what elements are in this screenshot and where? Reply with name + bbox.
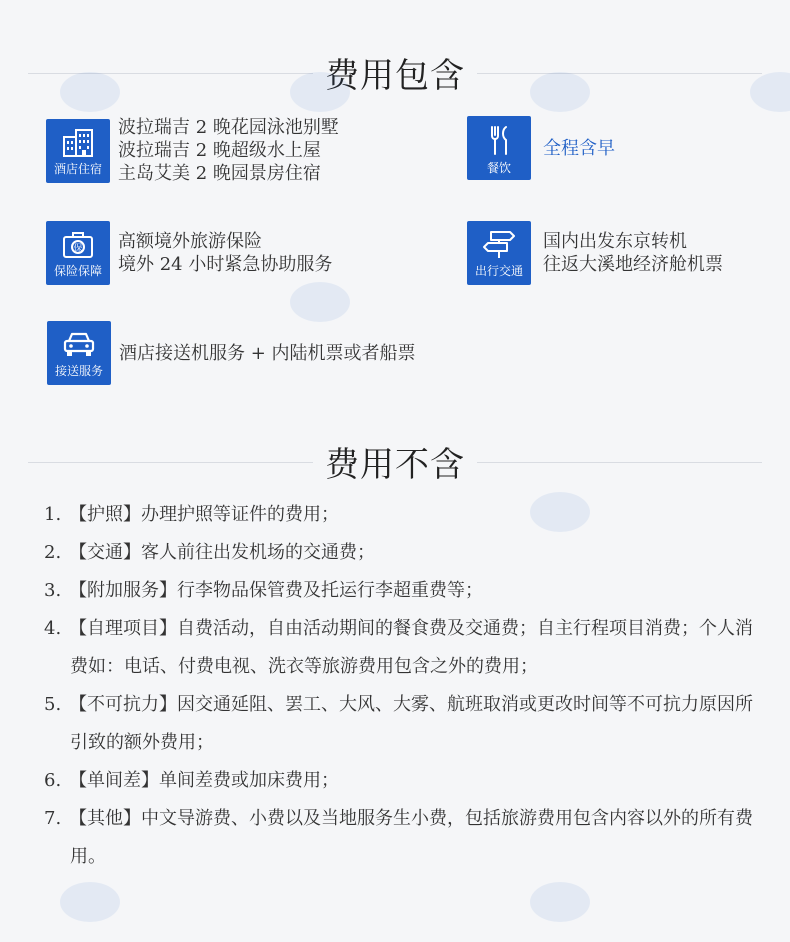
transfer-badge [47,321,111,385]
item-text: 【护照】办理护照等证件的费用； [69,504,339,525]
item-number: 7. [44,808,62,829]
included-item-transport [467,221,723,285]
included-item-insurance [46,221,332,285]
detail-line: 主岛艾美 2 晚园景房住宿 [118,163,321,184]
included-item-transfer [47,321,416,385]
hotel-building-icon [61,127,95,157]
list-item [44,686,764,762]
item-number: 5. [44,694,62,715]
hotel-badge [46,119,110,183]
list-item [44,610,764,686]
item-number: 3. [44,580,62,601]
list-item [44,572,764,610]
fork-knife-icon [484,124,514,156]
detail-line: 国内出发东京转机 [543,231,687,252]
item-text: 【不可抗力】因交通延阻、罢工、大风、大雾、航班取消或更改时间等不可抗力原因所引致的额外费用； [69,694,753,753]
transport-details [543,230,723,276]
transport-badge [467,221,531,285]
car-icon [61,329,97,359]
badge-label: 保险保障 [53,264,102,278]
detail-line: 酒店接送机服务 + 内陆机票或者船票 [119,342,416,364]
watermark-icon [50,870,130,930]
item-number: 2. [44,542,62,563]
dining-badge [467,116,531,180]
excluded-title: 费用不含 [313,437,477,486]
badge-label: 酒店住宿 [53,161,102,176]
badge-label: 出行交通 [474,264,523,278]
detail-line: 往返大溪地经济舱机票 [543,254,723,275]
item-number: 4. [44,618,62,639]
item-text: 【自理项目】自费活动，自由活动期间的餐食费及交通费；自主行程项目消费；个人消费如：电话、付费电视、洗衣等旅游费用包含之外的费用； [69,618,753,677]
item-text: 【其他】中文导游费、小费以及当地服务生小费，包括旅游费用包含内容以外的所有费用。 [69,808,753,867]
list-item [44,496,764,534]
detail-line: 波拉瑞吉 2 晚超级水上屋 [118,140,321,161]
list-item [44,534,764,572]
list-item [44,762,764,800]
badge-label: 接送服务 [54,364,103,378]
included-section-header [0,48,790,97]
item-text: 【单间差】单间差费或加床费用； [69,770,339,791]
detail-line: 全程含早 [543,137,615,159]
item-text: 【附加服务】行李物品保管费及托运行李超重费等； [69,580,483,601]
detail-line: 高额境外旅游保险 [118,231,262,252]
excluded-section-header [0,437,790,486]
transfer-details [119,342,416,365]
excluded-list [44,496,764,876]
svg-text:保: 保 [73,244,83,254]
insurance-kit-icon [61,229,95,259]
signpost-icon [482,229,516,259]
watermark-icon [520,870,600,930]
list-item [44,800,764,876]
detail-line: 境外 24 小时紧急协助服务 [118,254,333,275]
detail-line: 波拉瑞吉 2 晚花园泳池别墅 [118,117,339,138]
included-item-dining [467,116,615,180]
item-number: 6. [44,770,62,791]
included-title: 费用包含 [313,48,477,97]
item-number: 1. [44,504,62,525]
included-item-hotel [46,116,339,185]
item-text: 【交通】客人前往出发机场的交通费； [69,542,375,563]
hotel-details [118,116,339,185]
badge-label: 餐饮 [486,161,511,175]
insurance-details [118,230,332,276]
insurance-badge [46,221,110,285]
dining-details [543,137,615,160]
